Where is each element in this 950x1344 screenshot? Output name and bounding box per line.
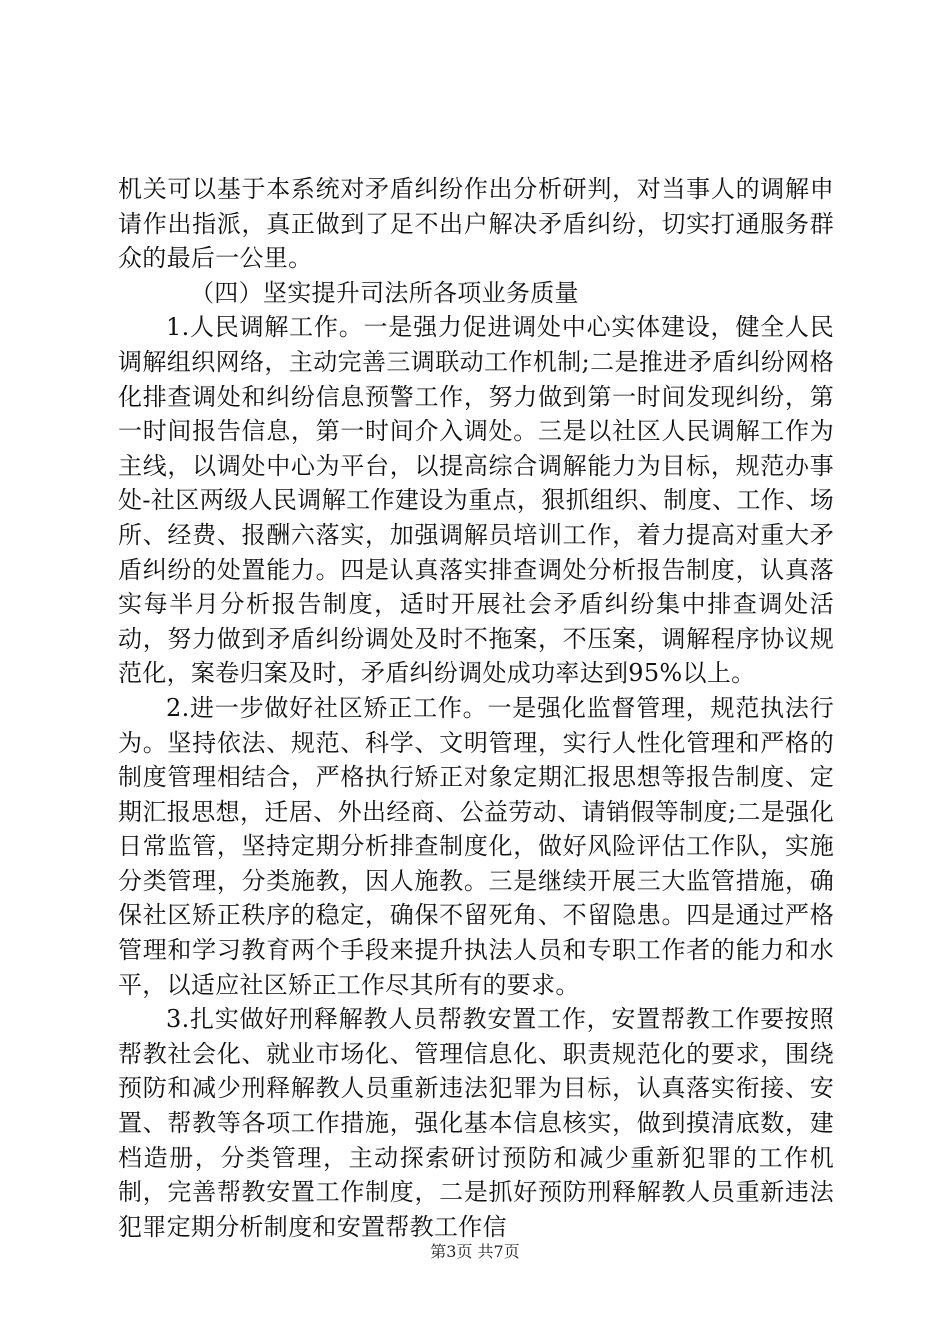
section-heading: （四）坚实提升司法所各项业务质量 [190,278,579,307]
paragraph-resettlement: 3.扎实做好刑释解教人员帮教安置工作，安置帮教工作要按照帮教社会化、就业市场化、管理信息化、职责规范化的要求，围绕预防和减少刑释解教人员重新违法犯罪为目标，认真落实衔接、安置、帮教等各项工作措施，强化基本信息核实，做到摸清底数，建档造册，分类管理，主动探索研讨预防和减少重新犯罪的工作机制，完善帮教安置工作制度，二是抓好预防刑释解教人员重新违法犯罪定期分析制度和安置帮教工作信 [118,1005,834,1241]
page-footer: 第3页 共7页 [430,1242,520,1261]
paragraph-community-correction: 2.进一步做好社区矫正工作。一是强化监督管理，规范执法行为。坚持依法、规范、科学、文明管理，实行人性化管理和严格的制度管理相结合，严格执行矫正对象定期汇报思想等报告制度、定期汇报思想，迁居、外出经商、公益劳动、请销假等制度;二是强化日常监管，坚持定期分析排查制度化，做好风险评估工作队，实施分类管理，分类施教，因人施教。三是继续开展三大监管措施，确保社区矫正秩序的稳定，确保不留死角、不留隐患。四是通过严格管理和学习教育两个手段来提升执法人员和专职工作者的能力和水平，以适应社区矫正工作尽其所有的要求。 [118,693,834,999]
paragraph-people-mediation: 1.人民调解工作。一是强力促进调处中心实体建设，健全人民调解组织网络，主动完善三调联动工作机制;二是推进矛盾纠纷网格化排查调处和纠纷信息预警工作，努力做到第一时间发现纠纷，第一时间报告信息，第一时间介入调处。三是以社区人民调解工作为主线，以调处中心为平台，以提高综合调解能力为目标，规范办事处-社区两级人民调解工作建设为重点，狠抓组织、制度、工作、场所、经费、报酬六落实，加强调解员培训工作，着力提高对重大矛盾纠纷的处置能力。四是认真落实排查调处分析报告制度，认真落实每半月分析报告制度，适时开展社会矛盾纠纷集中排查调处活动，努力做到矛盾纠纷调处及时不拖案，不压案，调解程序协议规范化，案卷归案及时，矛盾纠纷调处成功率达到95%以上。 [118,313,834,688]
document-body [118,172,834,1244]
paragraph-continuation: 机关可以基于本系统对矛盾纠纷作出分析研判，对当事人的调解申请作出指派，真正做到了足不出户解决矛盾纠纷，切实打通服务群众的最后一公里。 [118,175,834,273]
